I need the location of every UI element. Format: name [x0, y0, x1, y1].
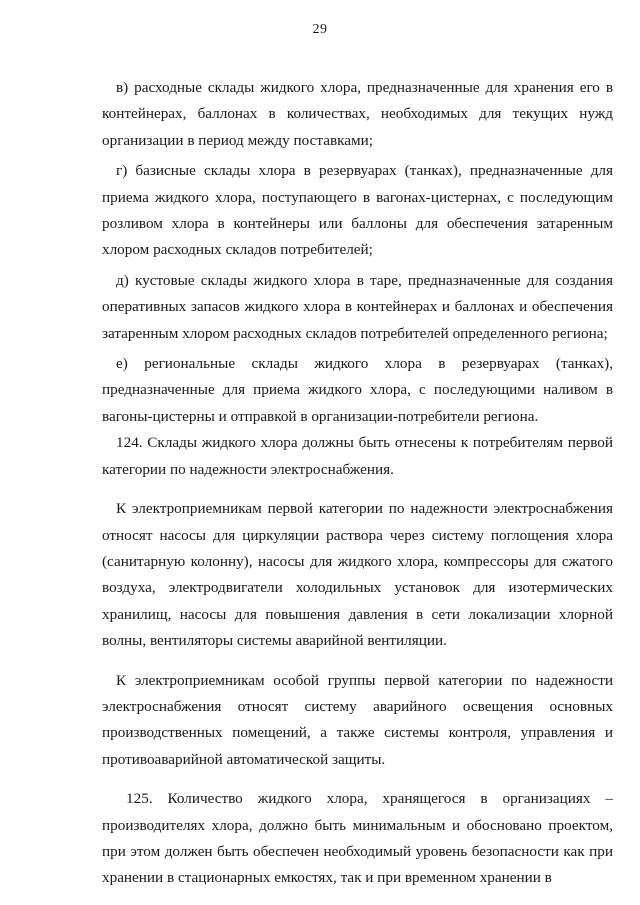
- paragraph-first-category: К электроприемникам первой категории по надежности электроснабжения относят насосы для циркуляции раствора через систему поглощения хлора (санитарную колонну), насосы для жидкого хлора, компрессоры для сжатого воздуха, электродвигатели холодильных установок для изотермических хранилищ, насосы для повышения давления в сети локализации хлорной волны, вентиляторы системы аварийной вентиляции.: [102, 500, 613, 650]
- paragraph-d: д) кустовые склады жидкого хлора в таре, предназначенные для создания оперативных запасов жидкого хлора в контейнерах и баллонах и обеспечения затаренным хлором расходных складов потребителей определенного региона;: [102, 271, 613, 342]
- paragraph-special-group: К электроприемникам особой группы первой категории по надежности электроснабжения относят систему аварийного освещения основных производственных помещений, а также системы контроля, управления и противоаварийной автоматической защиты.: [102, 671, 613, 768]
- page-number: 29: [312, 22, 328, 37]
- paragraph-124: 124. Склады жидкого хлора должны быть отнесены к потребителям первой категории по надежности электроснабжения.: [102, 434, 613, 478]
- paragraph-g: г) базисные склады хлора в резервуарах (танках), предназначенные для приема жидкого хлора, поступающего в вагонах-цистернах, с последующим розливом хлора в контейнеры или баллоны для обеспечения затаренным хлором расходных складов потребителей;: [102, 162, 613, 259]
- document-body: [102, 75, 613, 892]
- paragraph-v: в) расходные склады жидкого хлора, предназначенные для хранения его в контейнерах, баллонах в количествах, необходимых для текущих нужд организации в период между поставками;: [102, 79, 613, 149]
- paragraph-125: 125. Количество жидкого хлора, хранящегося в организациях – производителях хлора, должно быть минимальным и обосновано проектом, при этом должен быть обеспечен необходимый уровень безопасности как при хранении в стационарных емкостях, так и при временном хранении в: [102, 790, 613, 887]
- paragraph-e: е) региональные склады жидкого хлора в резервуарах (танках), предназначенные для приема жидкого хлора, с последующими наливом в вагоны-цистерны и отправкой в организации-потребители региона.: [102, 355, 613, 425]
